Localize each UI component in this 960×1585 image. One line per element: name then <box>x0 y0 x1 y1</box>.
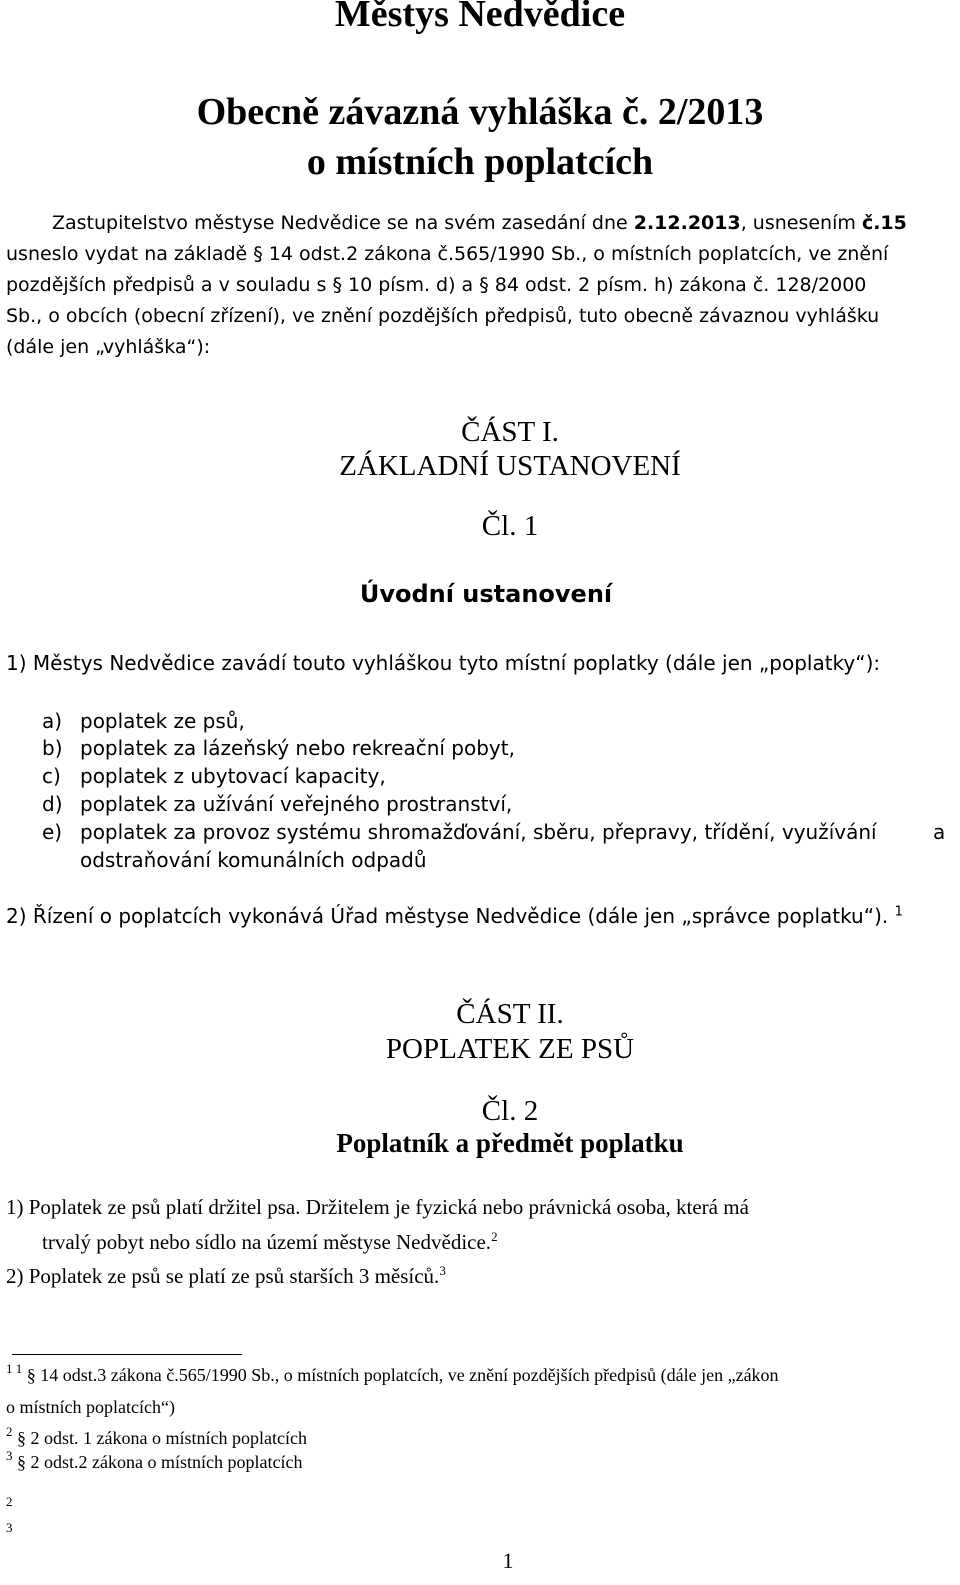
article-2-title: Poplatník a předmět poplatku <box>336 1128 684 1158</box>
footnote-1-cont: o místních poplatcích“) <box>6 1397 175 1417</box>
page-number: 1 <box>502 1548 514 1573</box>
article-2-number: Čl. 2 <box>481 1095 539 1127</box>
list-item-tail: a <box>933 820 946 844</box>
list-item-continuation: odstraňování komunálních odpadů <box>80 848 427 872</box>
preamble-line-4: Sb., o obcích (obecní zřízení), ve znění pozdějších předpisů, tuto obecně závaznou vyhlášku <box>6 305 880 327</box>
preamble-line-5: (dále jen „vyhláška“): <box>6 336 211 358</box>
article-1-number: Čl. 1 <box>481 510 539 542</box>
list-item: e) poplatek za provoz systému shromažďování, sběru, přepravy, třídění, využívání <box>42 820 877 844</box>
municipality-heading: Městys Nedvědice <box>334 0 626 35</box>
part-2-subtitle: POPLATEK ZE PSŮ <box>385 1033 635 1065</box>
document-subtitle: o místních poplatcích <box>306 141 654 183</box>
footnote-3: $^3$ § 2 odst.2 zákona o místních poplatcích <box>6 1448 303 1472</box>
article-1-title: Úvodní ustanovení <box>359 580 613 608</box>
article-1-paragraph-2: 2) Řízení o poplatcích vykonává Úřad městyse Nedvědice (dále jen „správce poplatku“). $^1$ <box>6 904 903 928</box>
article-2-paragraph-1: 1) Poplatek ze psů platí držitel psa. Držitelem je fyzická nebo právnická osoba, která má <box>6 1195 749 1219</box>
article-1-paragraph-1: 1) Městys Nedvědice zavádí touto vyhláškou tyto místní poplatky (dále jen „poplatky“): <box>6 651 881 675</box>
part-1-subtitle: ZÁKLADNÍ USTANOVENÍ <box>339 450 681 482</box>
list-item: b) poplatek za lázeňský nebo rekreační pobyt, <box>42 736 515 760</box>
footnote-divider <box>12 1354 242 1355</box>
document-title: Obecně závazná vyhláška č. 2/2013 <box>196 91 764 133</box>
footnote-2: $^2$ § 2 odst. 1 zákona o místních poplatcích <box>6 1424 307 1448</box>
preamble-line-3: pozdějších předpisů a v souladu s § 10 písm. d) a § 84 odst. 2 písm. h) zákona č. 128/2000 <box>6 274 867 296</box>
footnote-1: $^{1 1}$ § 14 odst.3 zákona č.565/1990 Sb., o místních poplatcích, ve znění pozdějších předpisů (dále jen „zákon <box>6 1361 779 1385</box>
preamble-line-2: usneslo vydat na základě § 14 odst.2 zákona č.565/1990 Sb., o místních poplatcích, ve znění <box>6 243 889 265</box>
article-2-paragraph-1-cont: trvalý pobyt nebo sídlo na území městyse Nedvědice.$^2$ <box>42 1229 498 1254</box>
footnote-mark-2: 2 <box>6 1494 13 1509</box>
list-item: c) poplatek z ubytovací kapacity, <box>42 764 386 788</box>
list-item: a) poplatek ze psů, <box>42 709 245 733</box>
footnote-mark-3: 3 <box>6 1520 13 1535</box>
part-2-title: ČÁST II. <box>456 998 564 1030</box>
part-1-title: ČÁST I. <box>461 416 559 448</box>
preamble-line-1: Zastupitelstvo městyse Nedvědice se na svém zasedání dne 2.12.2013, usnesením č.15 <box>52 212 907 234</box>
list-item: d) poplatek za užívání veřejného prostranství, <box>42 792 513 816</box>
article-2-paragraph-2: 2) Poplatek ze psů se platí ze psů starších 3 měsíců.$^3$ <box>6 1263 446 1288</box>
